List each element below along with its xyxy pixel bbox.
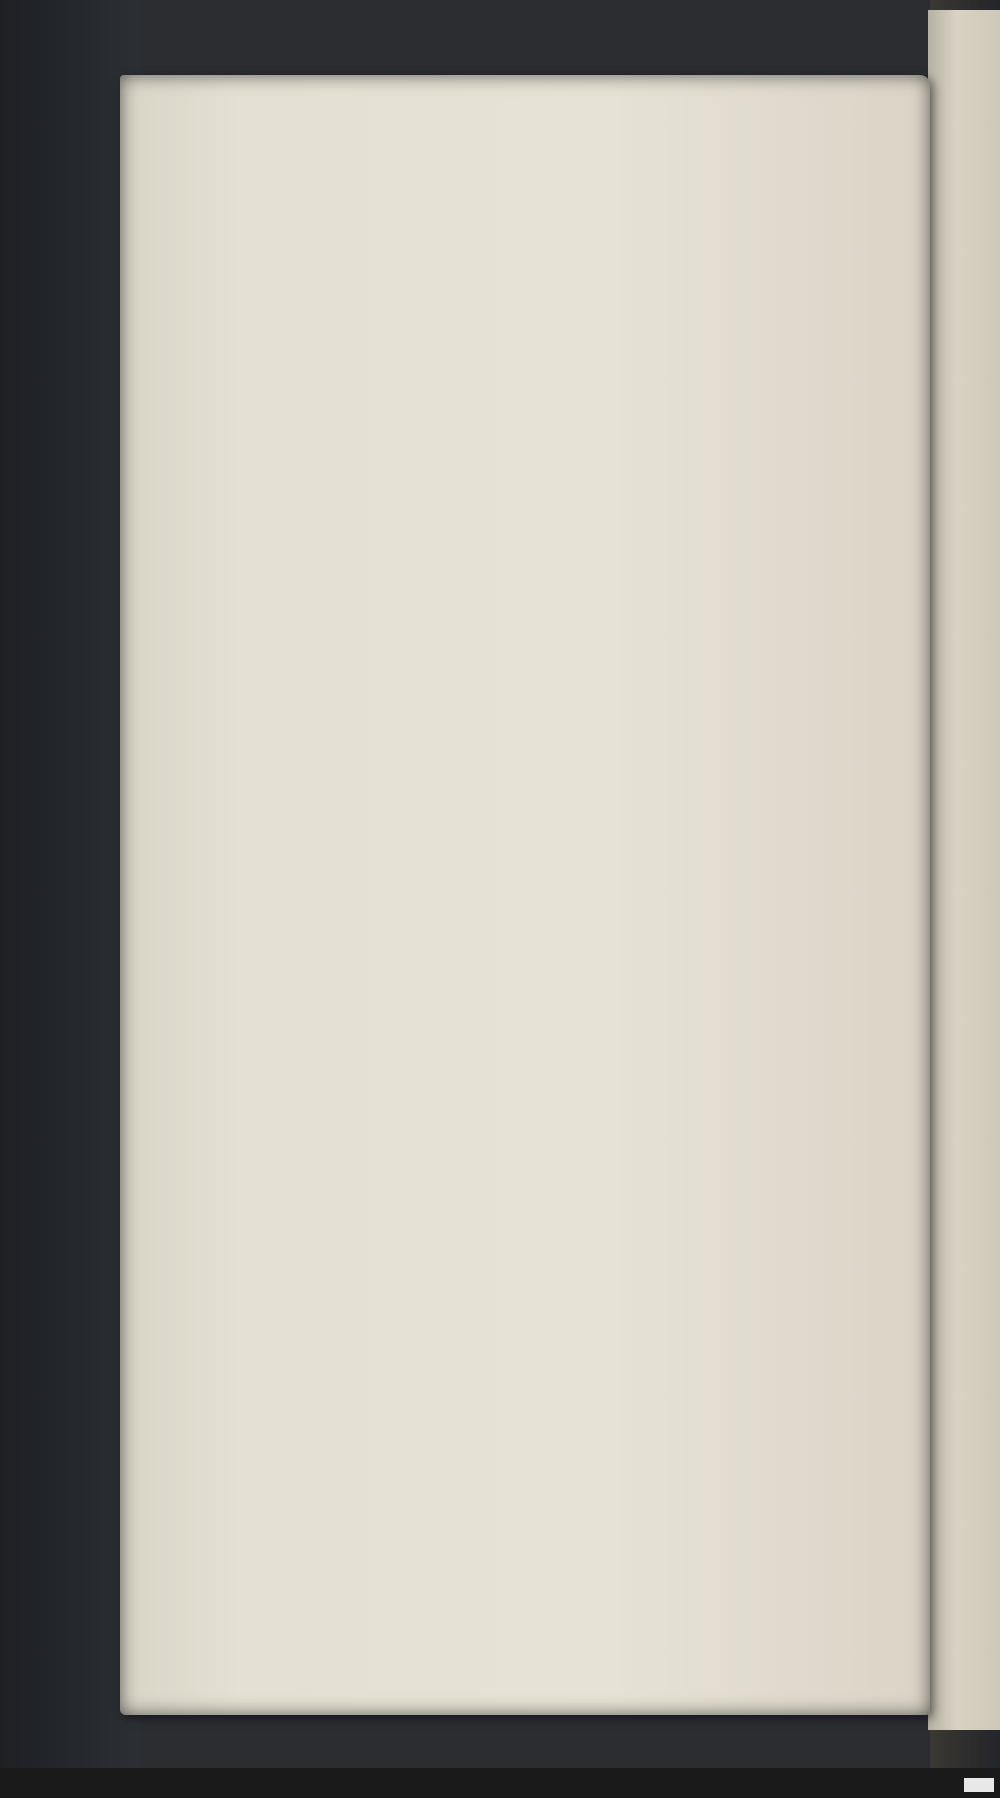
background-left (0, 0, 140, 1798)
dfg-logo (964, 1778, 994, 1792)
book-page (120, 75, 930, 1715)
facing-page (928, 10, 1000, 1730)
footer-bar (0, 1768, 1000, 1798)
